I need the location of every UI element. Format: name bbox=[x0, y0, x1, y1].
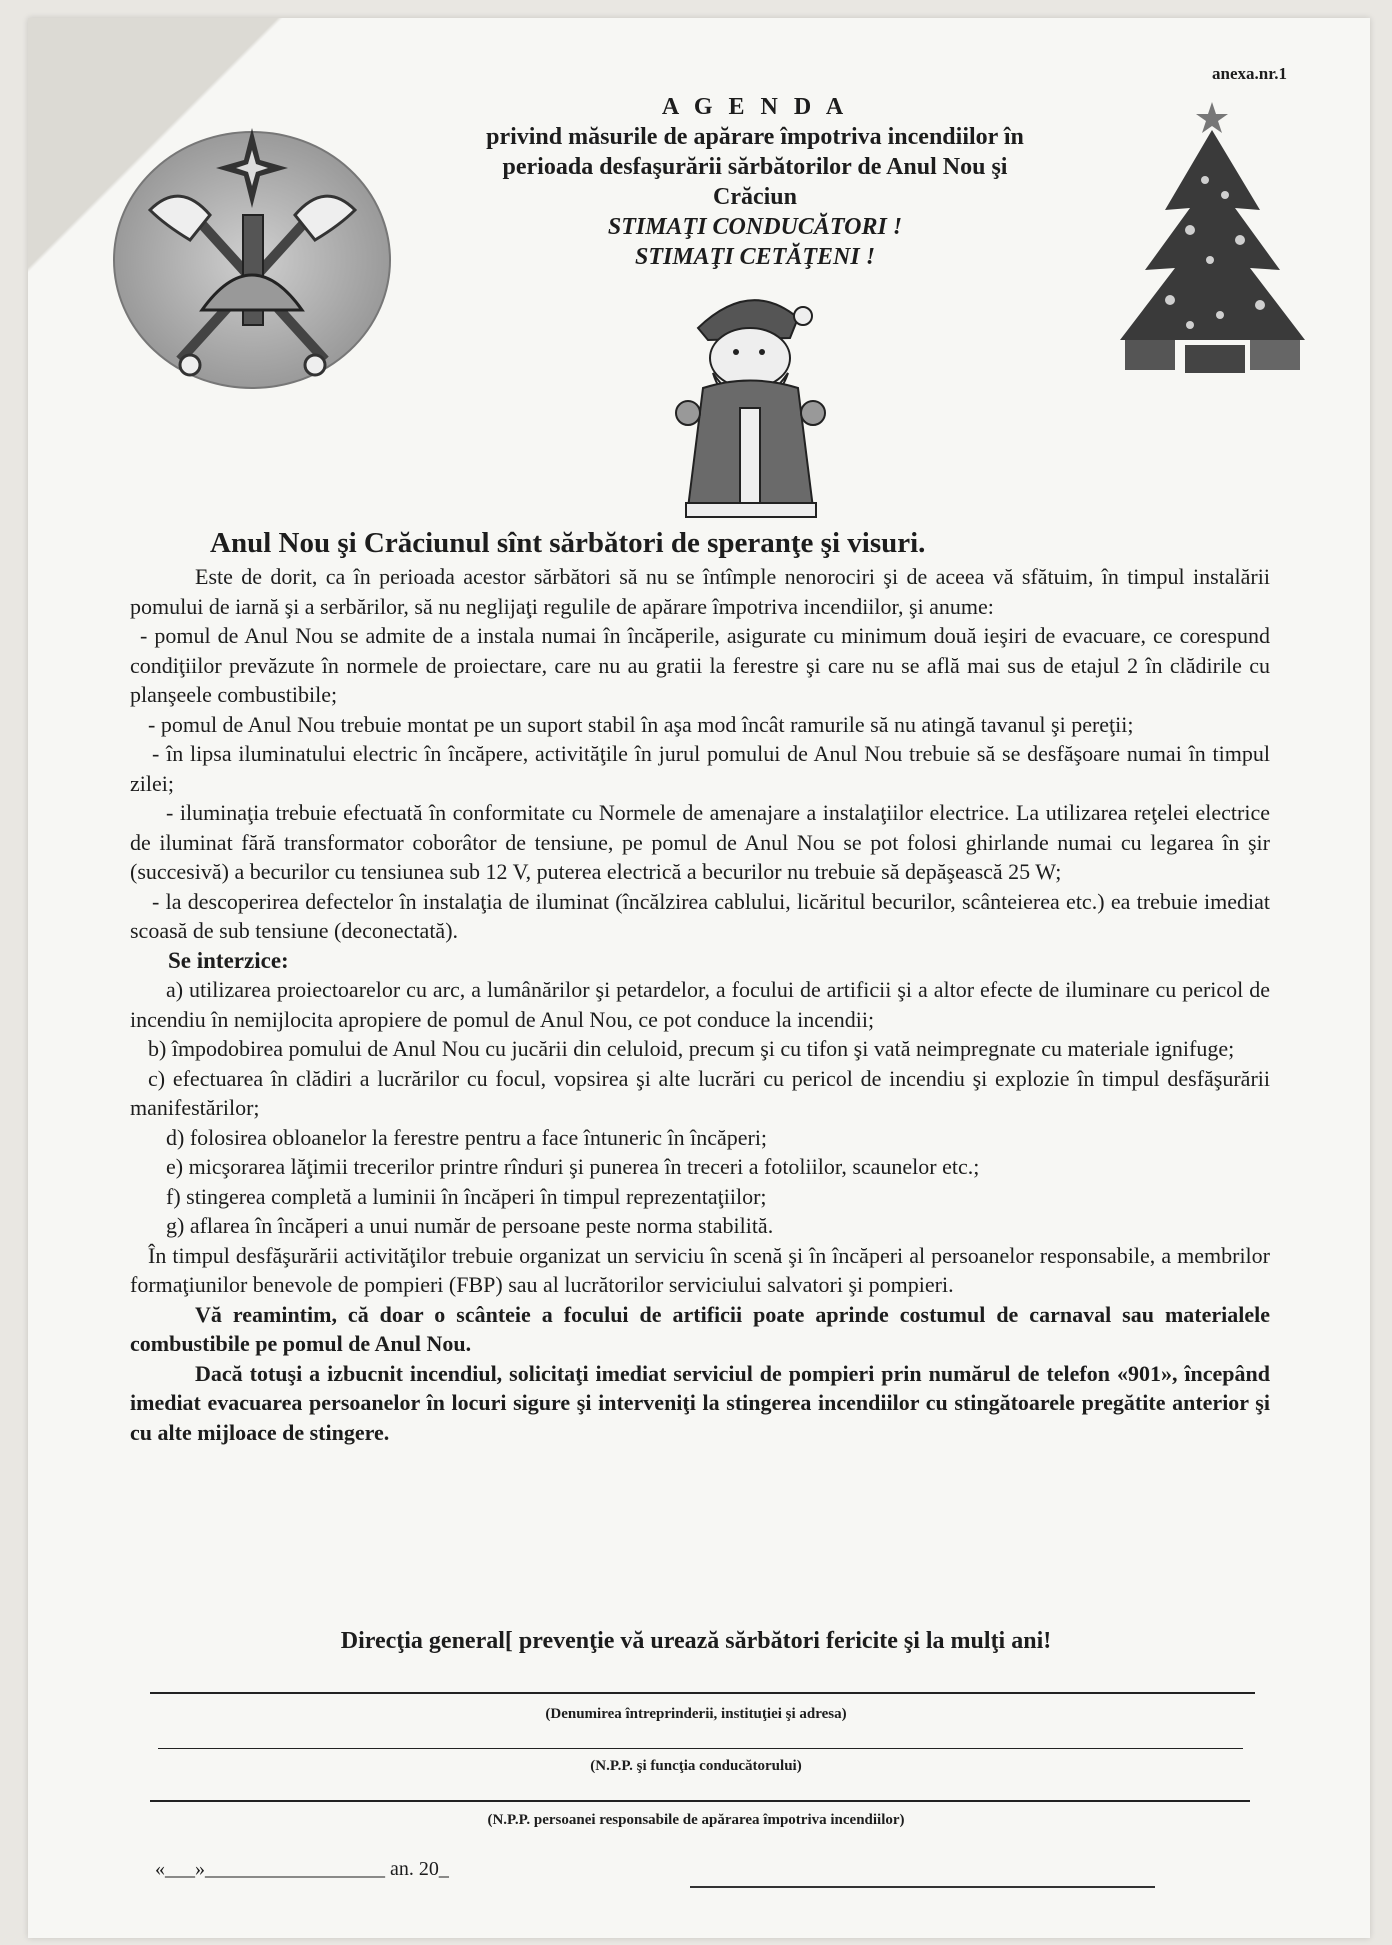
rule-item: - pomul de Anul Nou trebuie montat pe un suport stabil în aşa mod încât ramurile să nu atingă tavanul şi pereţii; bbox=[148, 711, 1134, 737]
header-line-3: Crăciun bbox=[713, 184, 797, 210]
closing-wishes: Direcţia general[ prevenţie vă urează sărbători fericite şi la mulţi ani! bbox=[340, 1628, 1052, 1654]
document-body bbox=[130, 562, 1270, 1447]
forbidden-item: b) împodobirea pomului de Anul Nou cu jucării din celuloid, precum şi cu tifon şi vată neimpregnate cu materiale ignifuge; bbox=[148, 1036, 1235, 1061]
intro-paragraph: Este de dorit, ca în perioada acestor sărbători să nu se întîmple nenorociri şi de aceea vă sfătuim, în timpul instalării pomului de iarnă şi a serbărilor, să nu neglijaţi regulile de apărare împotriva incendiilor, şi anume: bbox=[130, 564, 1270, 619]
company-caption: (Denumirea întreprinderii, instituţiei şi adresa) bbox=[545, 1706, 847, 1722]
manager-line bbox=[158, 1748, 1243, 1749]
rule-item: - pomul de Anul Nou se admite de a instala numai în încăperile, asigurate cu minimum două ieşiri de evacuare, ce corespund condiţiilor prevăzute în normele de proiectare, care nu au gratii la ferestre şi care nu se află mai sus de etajul 2 în clădirile cu planşeele combustibile; bbox=[130, 623, 1270, 707]
greeting-leaders: STIMAŢI CONDUCĂTORI ! bbox=[607, 214, 903, 240]
forbidden-item: a) utilizarea proiectoarelor cu arc, a lumânărilor şi petardelor, a focului de artificii şi a altor efecte de iluminare cu pericol de incendiu în nemijlocita apropiere de pomul de Anul Nou, ce pot conduce la incendii; bbox=[130, 977, 1270, 1032]
headline: Anul Nou şi Crăciunul sînt sărbători de speranţe şi visuri. bbox=[210, 527, 926, 559]
forbidden-item: c) efectuarea în clădiri a lucrărilor cu focul, vopsirea şi alte lucrări cu pericol de incendiu şi explozie în timpul desfăşurării manifestărilor; bbox=[130, 1065, 1270, 1120]
date-field: «___»__________________ an. 20_ bbox=[155, 1858, 449, 1880]
rule-item: - la descoperirea defectelor în instalaţia de iluminat (încălzirea cablului, licăritul becurilor, scânteierea etc.) ea trebuie imediat scoasă de sub tensiune (deconectată). bbox=[130, 888, 1270, 943]
christmas-tree-icon bbox=[1110, 100, 1315, 380]
agenda-title: A G E N D A bbox=[661, 94, 849, 120]
reminder-paragraph: Vă reamintim, că doar o scânteie a focului de artificii poate aprinde costumul de carnaval sau materialele combustibile pe pomul de Anul Nou. bbox=[130, 1301, 1270, 1356]
company-line bbox=[150, 1692, 1255, 1694]
rule-item: - iluminaţia trebuie efectuată în conformitate cu Normele de amenajare a instalaţiilor electrice. La utilizarea reţelei electrice de iluminat fără transformator coborâtor de tensiune, pe pomul de Anul Nou se pot folosi ghirlande numai cu legarea în şir (succesivă) a becurilor cu tensiunea sub 12 V, puterea electrică a becurilor nu trebuie să depăşească 25 W; bbox=[130, 800, 1270, 884]
header-line-2: perioada desfaşurării sărbătorilor de Anul Nou şi bbox=[502, 154, 1008, 180]
agenda-header bbox=[430, 92, 1080, 272]
responsible-line bbox=[150, 1800, 1250, 1802]
signature-line bbox=[690, 1886, 1155, 1888]
greeting-citizens: STIMAŢI CETĂŢENI ! bbox=[634, 244, 876, 270]
annex-label: anexa.nr.1 bbox=[1212, 64, 1287, 83]
rule-item: - în lipsa iluminatului electric în încăpere, activităţile în jurul pomului de Anul Nou trebuie să se desfăşoare numai în timpul zilei; bbox=[130, 741, 1270, 796]
responsible-caption: (N.P.P. persoanei responsabile de apărarea împotriva incendiilor) bbox=[487, 1812, 905, 1828]
forbidden-item: f) stingerea completă a luminii în încăperi în timpul reprezentaţiilor; bbox=[166, 1183, 767, 1209]
manager-caption: (N.P.P. şi funcţia conducătorului) bbox=[590, 1758, 802, 1774]
emergency-paragraph: Dacă totuşi a izbucnit incendiul, solicitaţi imediat serviciul de pompieri prin numărul de telefon «901», începând imediat evacuarea persoanelor în locuri sigure şi interveniţi la stingerea incendiilor cu stingătoarele pregătite anterior şi cu alte mijloace de stingere. bbox=[130, 1360, 1270, 1445]
header-line-1: privind măsurile de apărare împotriva incendiilor în bbox=[486, 124, 1024, 150]
firefighter-emblem-icon bbox=[110, 120, 395, 395]
forbidden-item: e) micşorarea lăţimii trecerilor printre rînduri şi punerea în treceri a fotoliilor, scaunelor etc.; bbox=[166, 1154, 980, 1179]
santa-claus-icon bbox=[658, 278, 842, 528]
forbidden-item: d) folosirea obloanelor la ferestre pentru a face întuneric în încăperi; bbox=[166, 1124, 768, 1150]
forbidden-item: g) aflarea în încăperi a unui număr de persoane peste norma stabilită. bbox=[166, 1213, 774, 1238]
forbidden-heading: Se interzice: bbox=[168, 947, 289, 973]
service-paragraph: În timpul desfăşurării activităţilor trebuie organizat un serviciu în scenă şi în încăperi al persoanelor responsabile, a membrilor formaţiunilor benevole de pompieri (FBP) sau al lucrătorilor serviciului salvatori şi pompieri. bbox=[130, 1242, 1270, 1297]
